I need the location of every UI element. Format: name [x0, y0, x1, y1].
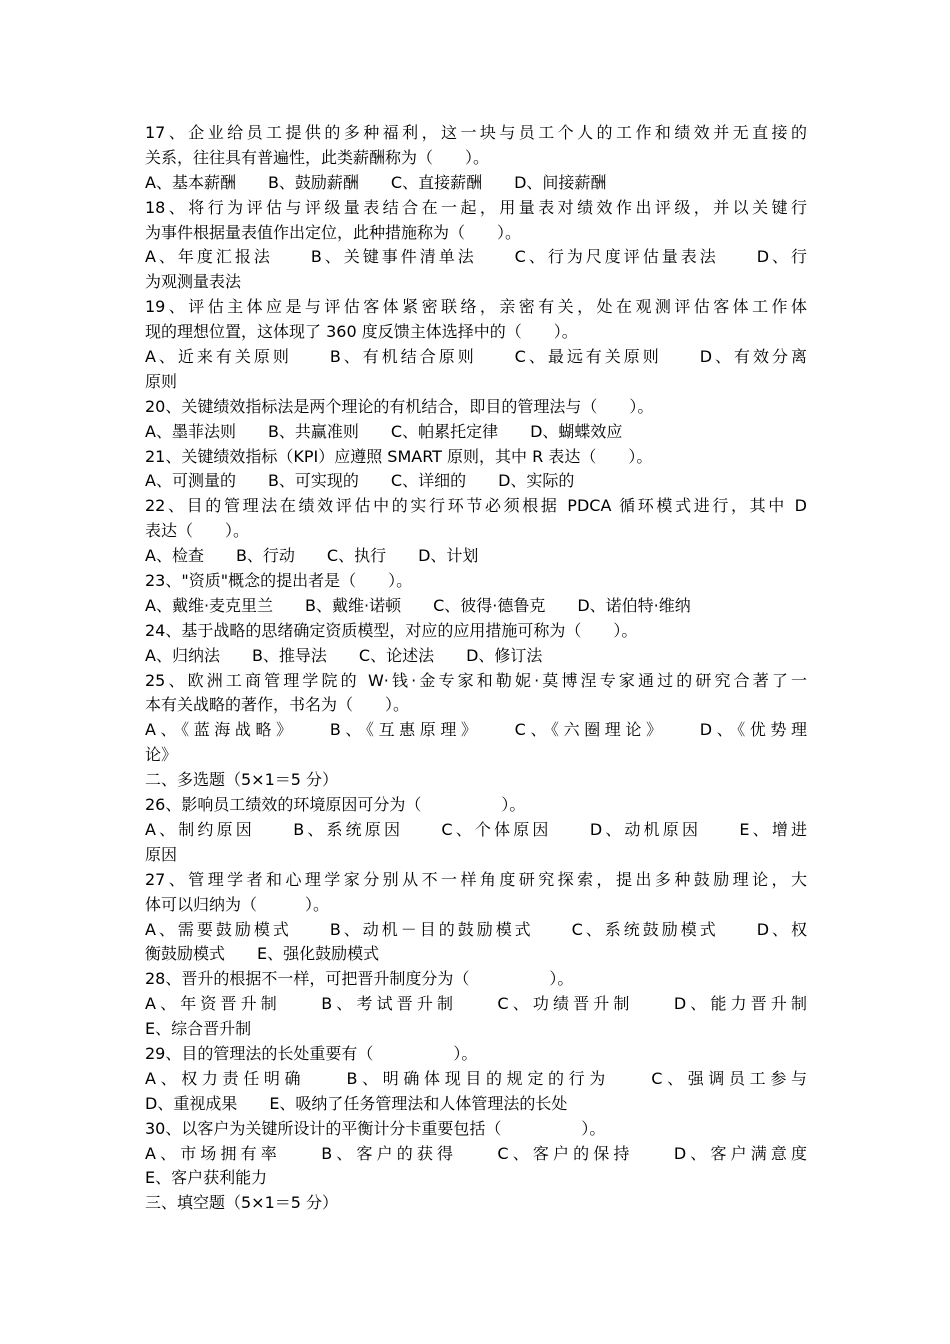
text-line: 关系，往往具有普遍性，此类薪酬称为（ ）。	[145, 147, 490, 167]
text-line: 本有关战略的著作，书名为（ ）。	[145, 695, 410, 715]
text-line: E、客户获利能力	[145, 1168, 268, 1188]
text-line: A、制约原因 B、系统原因 C、个体原因 D、动机原因 E、增进	[145, 819, 807, 839]
text-line: 17、企业给员工提供的多种福利，这一块与员工个人的工作和绩效并无直接的	[145, 123, 807, 142]
text-line: 原则	[145, 371, 178, 391]
text-line: 19、评估主体应是与评估客体紧密联络，亲密有关，处在观测评估客体工作体	[145, 297, 807, 317]
text-line: A、权力责任明确 B、明确体现目的规定的行为 C、强调员工参与	[145, 1068, 807, 1088]
text-line: 23、"资质"概念的提出者是（ ）。	[145, 571, 413, 591]
text-line: D、重视成果 E、吸纳了任务管理法和人体管理法的长处	[145, 1093, 568, 1113]
text-line: A、近来有关原则 B、有机结合原则 C、最远有关原则 D、有效分离	[145, 347, 807, 367]
text-line: 体可以归纳为（ ）。	[145, 894, 330, 914]
text-line: 21、关键绩效指标（KPI）应遵照 SMART 原则，其中 R 表达（ ）。	[145, 446, 653, 466]
text-line: 18、将行为评估与评级量表结合在一起，用量表对绩效作出评级，并以关键行	[145, 197, 807, 217]
text-line: A、市场拥有率 B、客户的获得 C、客户的保持 D、客户满意度	[145, 1143, 807, 1163]
text-line: 26、影响员工绩效的环境原因可分为（ ）。	[145, 795, 526, 815]
document-page	[145, 121, 807, 1216]
text-line: 24、基于战略的思绪确定资质模型，对应的应用措施可称为（ ）。	[145, 620, 638, 640]
text-line: A、归纳法 B、推导法 C、论述法 D、修订法	[145, 645, 543, 665]
text-line: 衡鼓励模式 E、强化鼓励模式	[145, 944, 380, 964]
text-line: 28、晋升的根据不一样，可把晋升制度分为（ ）。	[145, 969, 574, 989]
text-line: A、年度汇报法 B、关键事件清单法 C、行为尺度评估量表法 D、行	[145, 247, 807, 267]
text-line: A、检查 B、行动 C、执行 D、计划	[145, 546, 479, 566]
text-line: A、《蓝海战略》 B、《互惠原理》 C、《六圈理论》 D、《优势理	[145, 720, 807, 740]
text-line: A、可测量的 B、可实现的 C、详细的 D、实际的	[145, 471, 575, 491]
text-line: 为事件根据量表值作出定位，此种措施称为（ ）。	[145, 222, 522, 242]
text-line: 三、填空题（5×1＝5 分）	[145, 1193, 339, 1213]
text-line: 论》	[145, 745, 178, 765]
text-line: 表达（ ）。	[145, 521, 250, 541]
text-line: 二、多选题（5×1＝5 分）	[145, 770, 339, 790]
text-line: 20、关键绩效指标法是两个理论的有机结合，即目的管理法与（ ）。	[145, 396, 654, 416]
text-line: 30、以客户为关键所设计的平衡计分卡重要包括（ ）。	[145, 1118, 606, 1138]
text-line: 27、管理学者和心理学家分别从不一样角度研究探索，提出多种鼓励理论，大	[145, 869, 807, 889]
text-line: A、需要鼓励模式 B、动机－目的鼓励模式 C、系统鼓励模式 D、权	[145, 919, 807, 939]
text-line: 22、目的管理法在绩效评估中的实行环节必须根据 PDCA 循环模式进行，其中 D	[145, 496, 807, 516]
text-line: 现的理想位置，这体现了 360 度反馈主体选择中的（ ）。	[145, 322, 578, 342]
text-line: A、年资晋升制 B、考试晋升制 C、功绩晋升制 D、能力晋升制	[145, 994, 807, 1014]
text-line: A、墨菲法则 B、共赢准则 C、帕累托定律 D、蝴蝶效应	[145, 421, 623, 441]
text-line: 原因	[145, 844, 178, 864]
text-line: E、综合晋升制	[145, 1019, 252, 1039]
text-line: A、戴维·麦克里兰 B、戴维·诺顿 C、彼得·德鲁克 D、诺伯特·维纳	[145, 595, 691, 615]
text-line: 29、目的管理法的长处重要有（ ）。	[145, 1043, 478, 1063]
text-line: A、基本薪酬 B、鼓励薪酬 C、直接薪酬 D、间接薪酬	[145, 172, 607, 192]
text-line: 25、欧洲工商管理学院的 W·钱·金专家和勒妮·莫博涅专家通过的研究合著了一	[145, 670, 807, 690]
text-line: 为观测量表法	[145, 272, 242, 292]
